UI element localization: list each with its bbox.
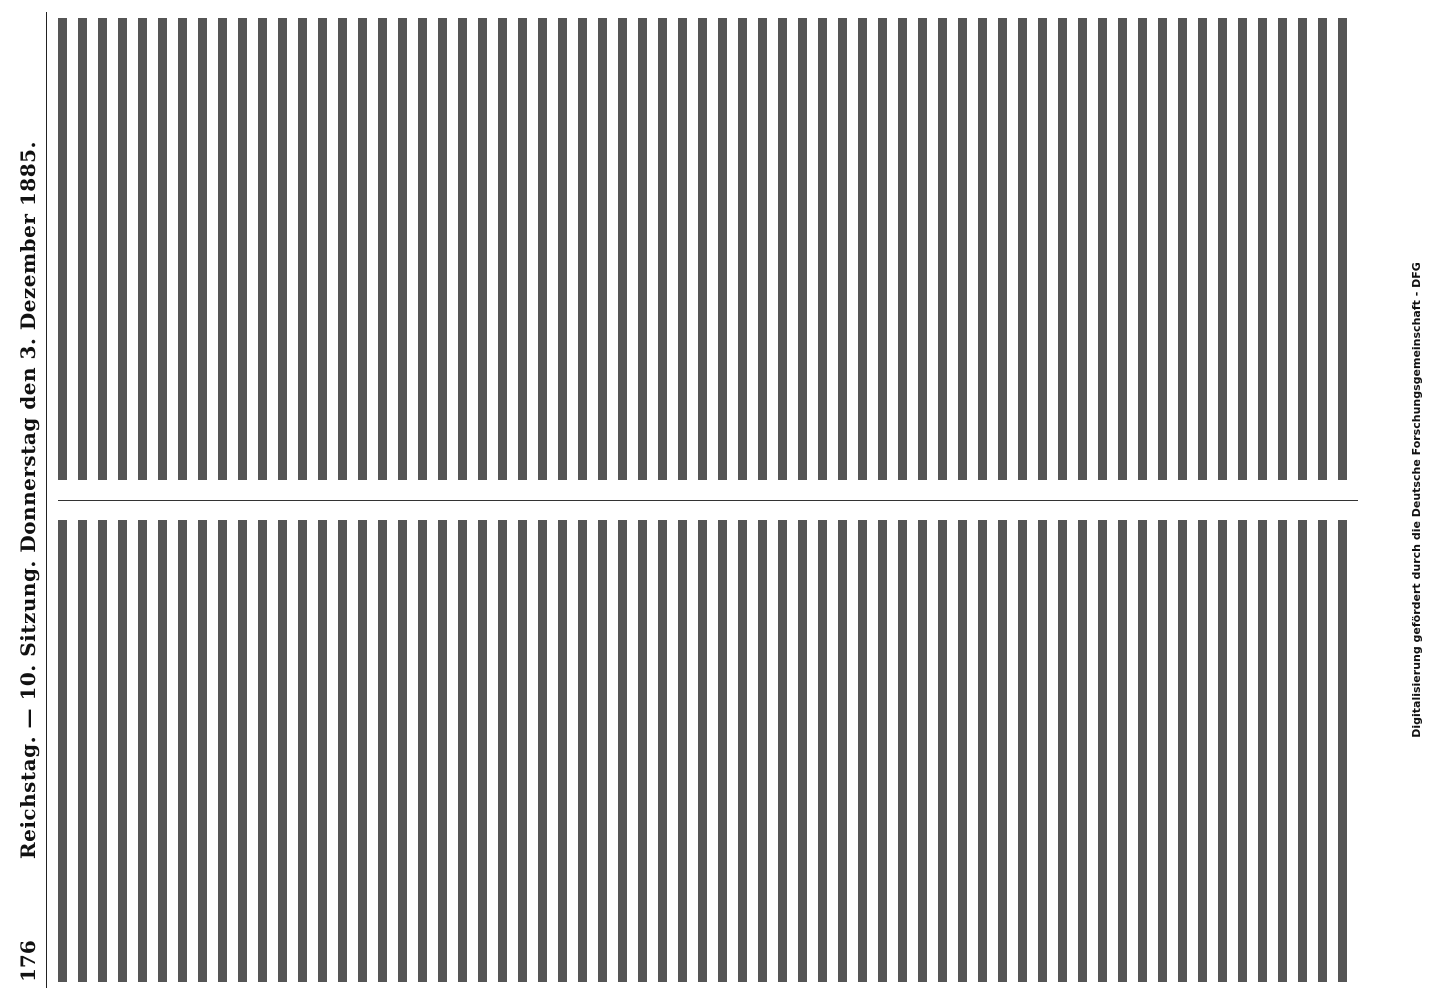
- column-rule: [58, 500, 1358, 501]
- column-left: [58, 520, 1358, 982]
- running-head: Reichstag. — 10. Sitzung. Donnerstag den 3. Dezember 1885.: [16, 141, 40, 860]
- dfg-imprint-text: Digitalisierung gefördert durch die Deutsche Forschungsgemeinschaft - DFG: [1410, 262, 1423, 738]
- column-left-text: [58, 520, 1358, 982]
- column-right: [58, 18, 1358, 480]
- page-number: 176: [16, 940, 40, 982]
- column-right-text: [58, 18, 1358, 480]
- page-header: [14, 12, 44, 988]
- header-rule: [46, 12, 47, 988]
- dfg-imprint: [1408, 10, 1426, 990]
